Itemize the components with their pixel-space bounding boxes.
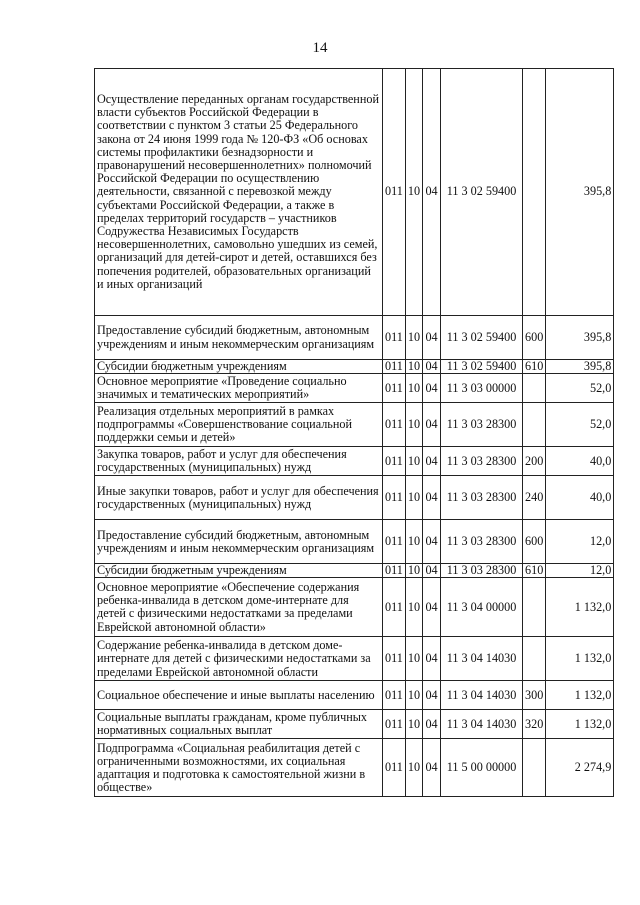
cell-ministry-code: 011 [383,360,406,374]
cell-ministry-code: 011 [383,739,406,797]
cell-ministry-code: 011 [383,578,406,637]
cell-target-article: 11 3 04 00000 [441,578,523,637]
cell-subsection: 04 [423,710,441,739]
cell-ministry-code: 011 [383,637,406,681]
cell-subsection: 04 [423,681,441,710]
cell-section: 10 [405,710,422,739]
cell-section: 10 [405,637,422,681]
budget-table [94,68,614,797]
table-row [95,681,614,710]
cell-amount: 1 132,0 [546,681,614,710]
table-row [95,710,614,739]
table-row [95,520,614,564]
cell-section: 10 [405,681,422,710]
cell-amount: 40,0 [546,476,614,520]
cell-expense-type [523,637,546,681]
cell-target-article: 11 3 02 59400 [441,316,523,360]
table-row [95,578,614,637]
cell-expense-type [523,578,546,637]
cell-target-article: 11 3 03 28300 [441,520,523,564]
row-description: Подпрограмма «Социальная реабилитация детей с ограниченными возможностями, их социальная адаптация и подготовка к самостоятельной жизни в обществе» [95,739,383,797]
cell-expense-type: 240 [523,476,546,520]
cell-target-article: 11 5 00 00000 [441,739,523,797]
cell-expense-type [523,403,546,447]
cell-target-article: 11 3 04 14030 [441,710,523,739]
cell-amount: 395,8 [546,316,614,360]
cell-expense-type: 300 [523,681,546,710]
cell-expense-type: 200 [523,447,546,476]
cell-subsection: 04 [423,637,441,681]
cell-amount: 1 132,0 [546,710,614,739]
cell-amount: 52,0 [546,374,614,403]
cell-subsection: 04 [423,578,441,637]
table-row [95,69,614,316]
cell-ministry-code: 011 [383,520,406,564]
row-description: Иные закупки товаров, работ и услуг для обеспечения государственных (муниципальных) нужд [95,476,383,520]
cell-expense-type: 600 [523,316,546,360]
cell-amount: 12,0 [546,564,614,578]
row-description: Основное мероприятие «Проведение социально значимых и тематических мероприятий» [95,374,383,403]
row-description: Предоставление субсидий бюджетным, автономным учреждениям и иным некоммерческим организациям [95,316,383,360]
cell-subsection: 04 [423,739,441,797]
table-row [95,476,614,520]
cell-ministry-code: 011 [383,316,406,360]
row-description: Субсидии бюджетным учреждениям [95,360,383,374]
cell-target-article: 11 3 03 28300 [441,403,523,447]
cell-subsection: 04 [423,374,441,403]
table-row [95,739,614,797]
cell-amount: 1 132,0 [546,637,614,681]
cell-subsection: 04 [423,520,441,564]
cell-section: 10 [405,739,422,797]
page-number: 14 [312,40,328,56]
cell-section: 10 [405,374,422,403]
row-description: Социальное обеспечение и иные выплаты населению [95,681,383,710]
cell-ministry-code: 011 [383,564,406,578]
table-row [95,447,614,476]
table-row [95,403,614,447]
cell-amount: 395,8 [546,360,614,374]
cell-section: 10 [405,69,422,316]
table-row [95,637,614,681]
cell-ministry-code: 011 [383,681,406,710]
cell-target-article: 11 3 04 14030 [441,681,523,710]
cell-section: 10 [405,403,422,447]
cell-amount: 1 132,0 [546,578,614,637]
cell-section: 10 [405,520,422,564]
row-description: Социальные выплаты гражданам, кроме публичных нормативных социальных выплат [95,710,383,739]
cell-target-article: 11 3 03 28300 [441,447,523,476]
row-description: Предоставление субсидий бюджетным, автономным учреждениям и иным некоммерческим организациям [95,520,383,564]
table-row [95,316,614,360]
cell-ministry-code: 011 [383,710,406,739]
cell-section: 10 [405,360,422,374]
cell-ministry-code: 011 [383,403,406,447]
cell-subsection: 04 [423,69,441,316]
cell-target-article: 11 3 03 28300 [441,476,523,520]
cell-target-article: 11 3 03 28300 [441,564,523,578]
cell-subsection: 04 [423,447,441,476]
cell-expense-type: 610 [523,564,546,578]
cell-ministry-code: 011 [383,374,406,403]
cell-expense-type [523,69,546,316]
row-description: Основное мероприятие «Обеспечение содержания ребенка-инвалида в детском доме-интернате для детей с физическими недостатками за пределами Еврейской автономной области» [95,578,383,637]
cell-target-article: 11 3 02 59400 [441,69,523,316]
cell-section: 10 [405,564,422,578]
row-description: Закупка товаров, работ и услуг для обеспечения государственных (муниципальных) нужд [95,447,383,476]
cell-expense-type: 610 [523,360,546,374]
cell-section: 10 [405,447,422,476]
cell-subsection: 04 [423,403,441,447]
cell-ministry-code: 011 [383,476,406,520]
cell-expense-type: 320 [523,710,546,739]
cell-target-article: 11 3 04 14030 [441,637,523,681]
table-row [95,360,614,374]
cell-section: 10 [405,476,422,520]
cell-section: 10 [405,316,422,360]
cell-target-article: 11 3 03 00000 [441,374,523,403]
cell-subsection: 04 [423,360,441,374]
cell-expense-type [523,374,546,403]
cell-section: 10 [405,578,422,637]
cell-amount: 2 274,9 [546,739,614,797]
row-description: Осуществление переданных органам государственной власти субъектов Российской Федерации в соответствии с пунктом 3 статьи 25 Федерального закона от 24 июня 1999 года № 120-ФЗ «Об основах системы профилактики безнадзорности и правонарушений несовершеннолетних» полномочий Российской Федерации по осуществлению деятельности, связанной с перевозкой между субъектами Российской Федерации, а также в пределах территорий государств – участников Содружества Независимых Государств несовершеннолетних, самовольно ушедших из семей, организаций для детей-сирот и детей, оставшихся без попечения родителей, образовательных организаций и иных организаций [95,69,383,316]
cell-expense-type: 600 [523,520,546,564]
cell-subsection: 04 [423,476,441,520]
cell-amount: 52,0 [546,403,614,447]
row-description: Содержание ребенка-инвалида в детском доме-интернате для детей с физическими недостатками за пределами Еврейской автономной области [95,637,383,681]
cell-target-article: 11 3 02 59400 [441,360,523,374]
cell-amount: 395,8 [546,69,614,316]
row-description: Субсидии бюджетным учреждениям [95,564,383,578]
cell-amount: 12,0 [546,520,614,564]
cell-ministry-code: 011 [383,69,406,316]
table-row [95,374,614,403]
cell-ministry-code: 011 [383,447,406,476]
cell-expense-type [523,739,546,797]
cell-subsection: 04 [423,564,441,578]
row-description: Реализация отдельных мероприятий в рамках подпрограммы «Совершенствование социальной поддержки семьи и детей» [95,403,383,447]
table-row [95,564,614,578]
cell-amount: 40,0 [546,447,614,476]
cell-subsection: 04 [423,316,441,360]
